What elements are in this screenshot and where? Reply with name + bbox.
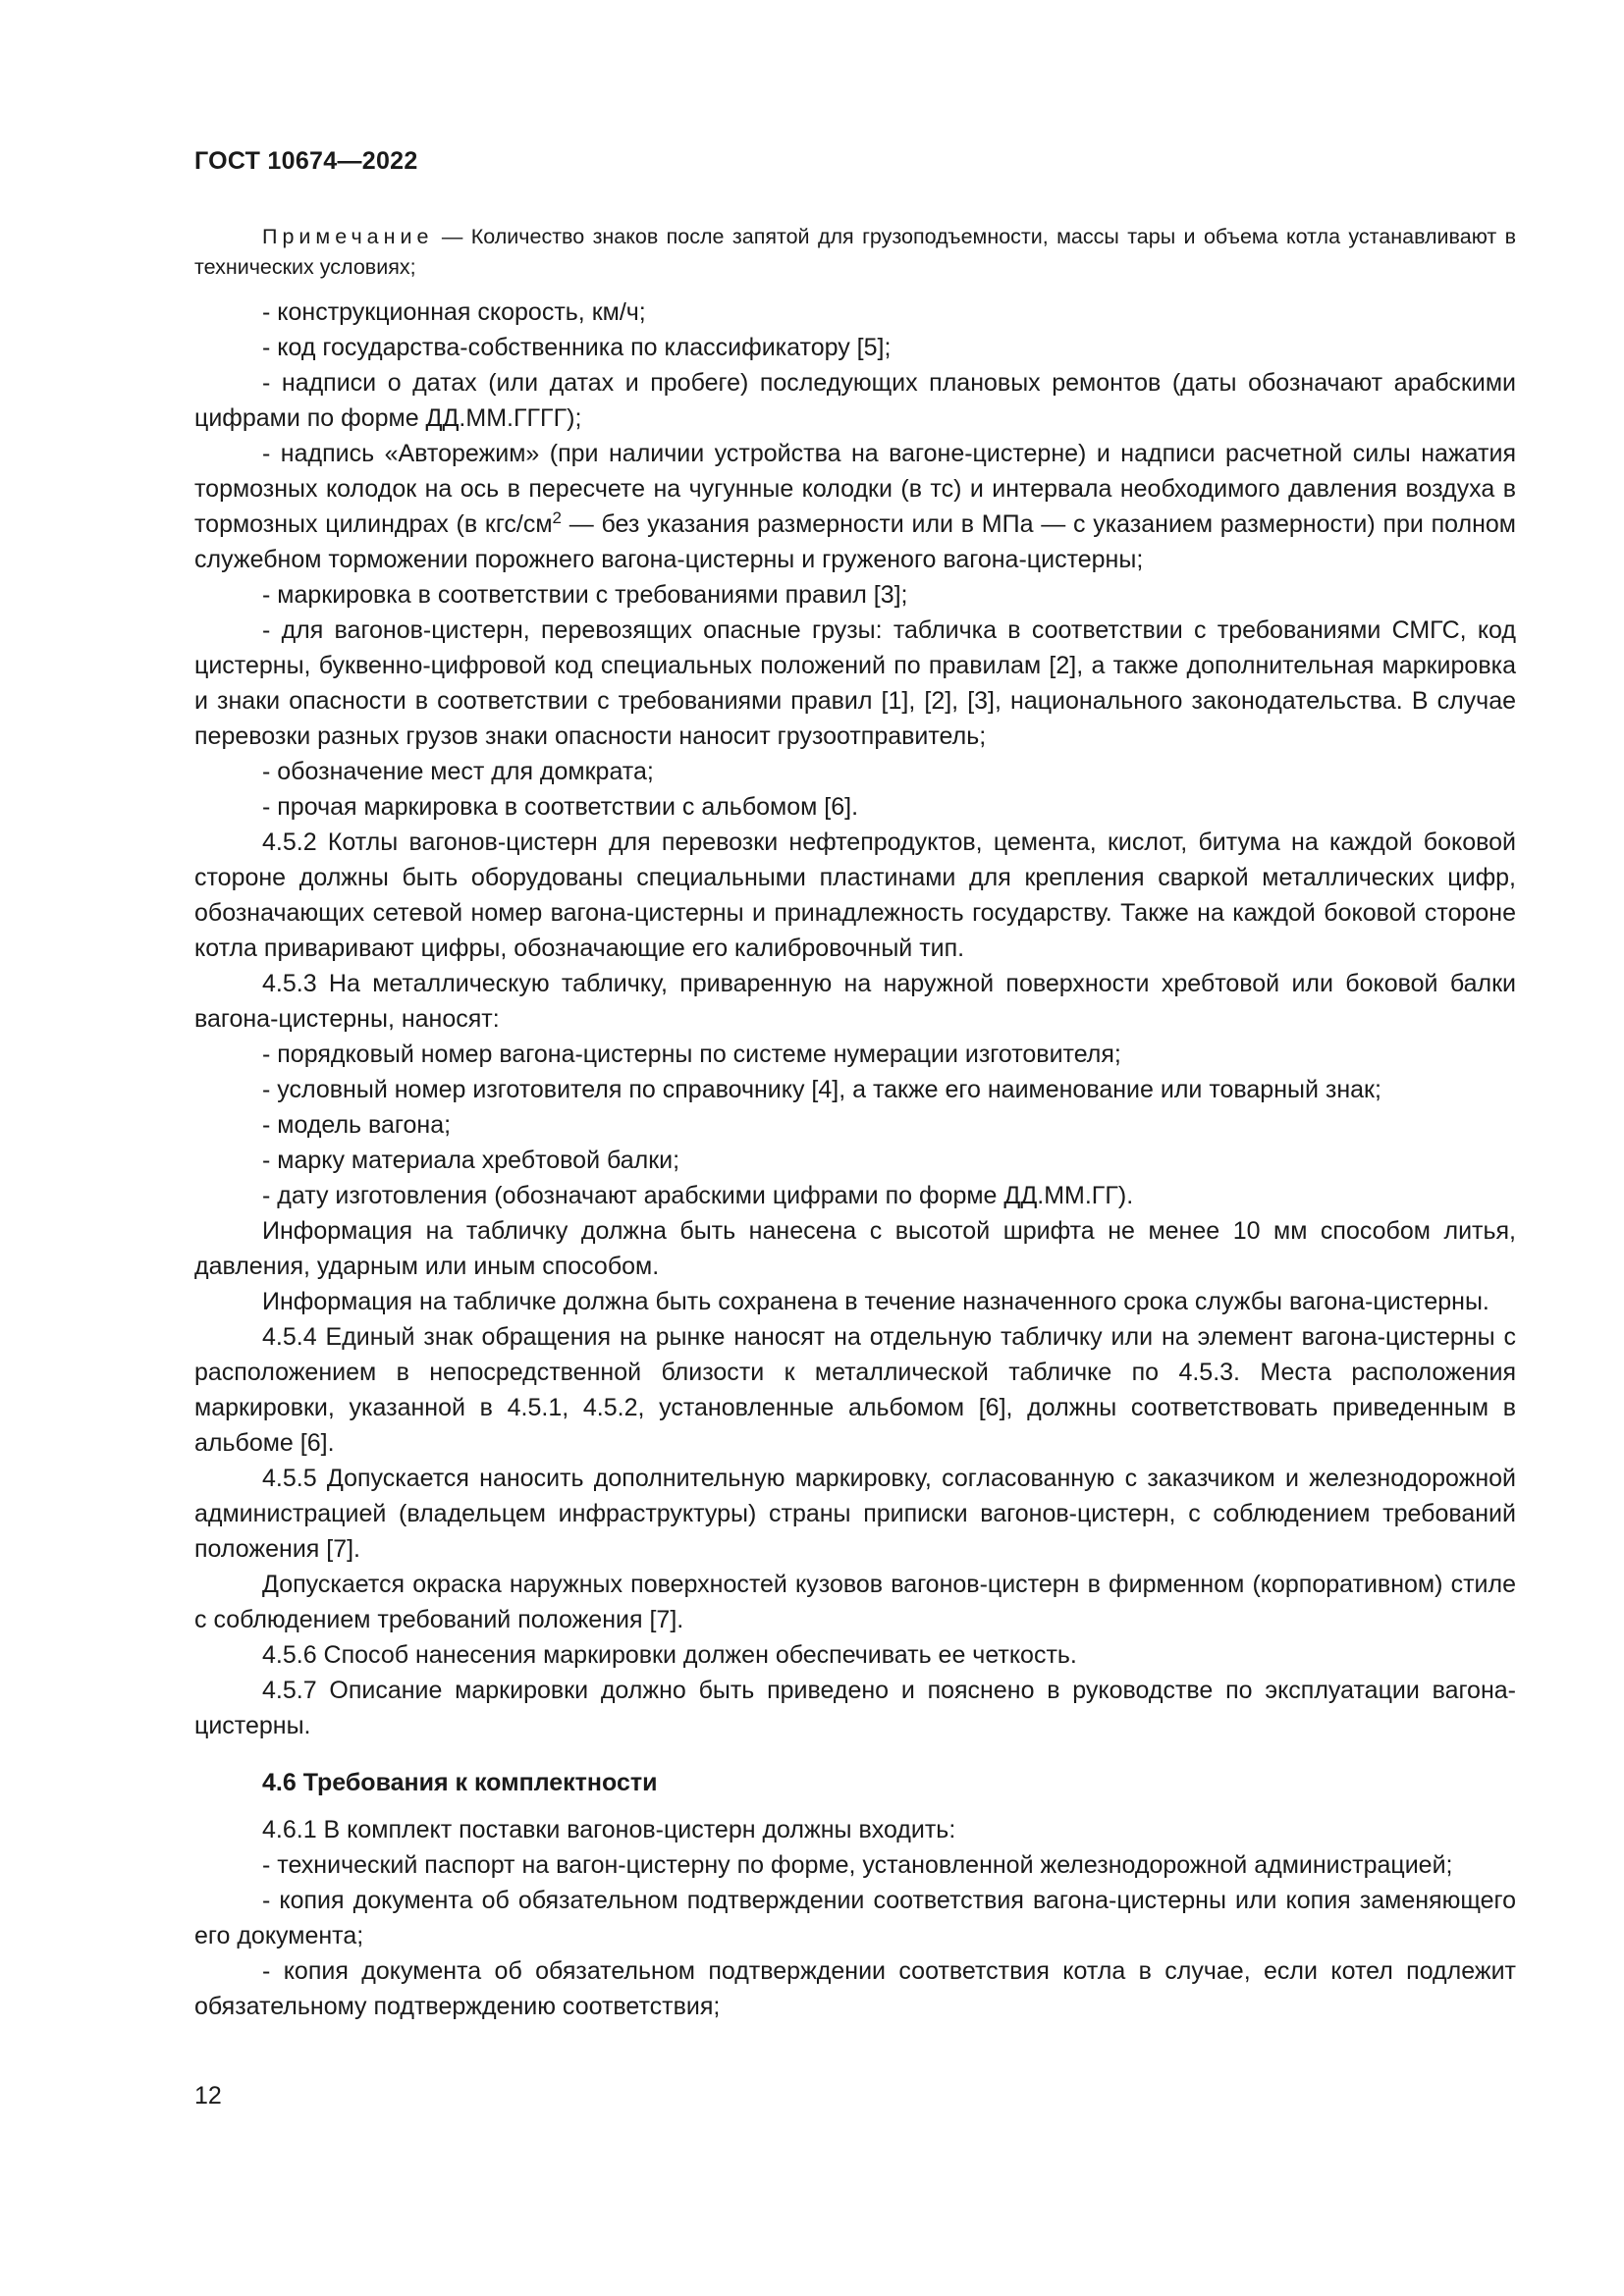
document-header: ГОСТ 10674—2022: [194, 147, 418, 175]
pressure-text-after: — без указания размерности или в МПа — с указанием размерности) при полном служебном торможении порожнего вагона-цистерны и груженого вагона-цистерны;: [194, 510, 1516, 573]
paragraph: - марку материала хребтовой балки;: [262, 1147, 680, 1174]
paragraph: Допускается окраска наружных поверхностей кузовов вагонов-цистерн в фирменном (корпоративном) стиле с соблюдением требований положения [7].: [194, 1571, 1516, 1633]
paragraph: Информация на табличку должна быть нанесена с высотой шрифта не менее 10 мм способом литья, давления, ударным или иным способом.: [194, 1217, 1516, 1280]
section-heading: 4.6 Требования к комплектности: [262, 1769, 658, 1796]
superscript: 2: [552, 508, 563, 527]
paragraph: 4.5.5 Допускается наносить дополнительную маркировку, согласованную с заказчиком и железнодорожной администрацией (владельцем инфраструктуры) страны приписки вагонов-цистерн, с соблюдением требований положения [7].: [194, 1465, 1516, 1563]
paragraph-pressure: [194, 436, 1516, 577]
paragraph: - надписи о датах (или датах и пробеге) последующих плановых ремонтов (даты обозначают арабскими цифрами по форме ДД.ММ.ГГГГ);: [194, 369, 1516, 432]
paragraph: - маркировка в соответствии с требованиями правил [3];: [262, 581, 908, 609]
paragraph: 4.5.3 На металлическую табличку, приваренную на наружной поверхности хребтовой или боковой балки вагона-цистерны, наносят:: [194, 970, 1516, 1033]
paragraph: 4.5.7 Описание маркировки должно быть приведено и пояснено в руководстве по эксплуатации вагона-цистерны.: [194, 1677, 1516, 1739]
page-number: 12: [194, 2082, 222, 2109]
paragraph: 4.6.1 В комплект поставки вагонов-цистерн должны входить:: [262, 1816, 956, 1843]
pressure-text-before: - надпись «Авторежим» (при наличии устройства на вагоне-цистерне) и надписи расчетной силы нажатия тормозных колодок на ось в пересчете на чугунные колодки (в тс) и интервала необходимого давления воздуха в тормозных цилиндрах (в кгс/см: [194, 440, 1516, 538]
paragraph: - код государства-собственника по классификатору [5];: [262, 334, 892, 361]
paragraph: - дату изготовления (обозначают арабскими цифрами по форме ДД.ММ.ГГ).: [262, 1182, 1134, 1209]
paragraph: - копия документа об обязательном подтверждении соответствия котла в случае, если котел подлежит обязательному подтверждению соответствия;: [194, 1957, 1516, 2020]
note-paragraph: [194, 222, 1516, 283]
document-body: [194, 222, 1516, 2024]
paragraph: 4.5.4 Единый знак обращения на рынке наносят на отдельную табличку или на элемент вагона-цистерны с расположением в непосредственной близости к металлической табличке по 4.5.3. Места расположения маркировки, указанной в 4.5.1, 4.5.2, установленные альбомом [6], должны соответствовать приведенным в альбоме [6].: [194, 1323, 1516, 1457]
paragraph: - конструкционная скорость, км/ч;: [262, 298, 646, 326]
paragraph: - прочая маркировка в соответствии с альбомом [6].: [262, 793, 859, 821]
paragraph: Информация на табличке должна быть сохранена в течение назначенного срока службы вагона-цистерны.: [262, 1288, 1489, 1315]
paragraph: - технический паспорт на вагон-цистерну по форме, установленной железнодорожной администрацией;: [262, 1851, 1453, 1879]
note-text: — Количество знаков после запятой для грузоподъемности, массы тары и объема котла устанавливают в технических условиях;: [194, 225, 1516, 279]
paragraph: - порядковый номер вагона-цистерны по системе нумерации изготовителя;: [262, 1041, 1121, 1068]
paragraph: - обозначение мест для домкрата;: [262, 758, 654, 785]
paragraph: - модель вагона;: [262, 1111, 452, 1139]
paragraph: - условный номер изготовителя по справочнику [4], а также его наименование или товарный знак;: [262, 1076, 1381, 1103]
note-label: Примечание: [262, 225, 434, 248]
paragraph: 4.5.6 Способ нанесения маркировки должен обеспечивать ее четкость.: [262, 1641, 1077, 1669]
paragraph: - для вагонов-цистерн, перевозящих опасные грузы: табличка в соответствии с требованиями СМГС, код цистерны, буквенно-цифровой код специальных положений по правилам [2], а также дополнительная маркировка и знаки опасности в соответствии с требованиями правил [1], [2], [3], национального законодательства. В случае перевозки разных грузов знаки опасности наносит грузоотправитель;: [194, 616, 1516, 750]
paragraph: 4.5.2 Котлы вагонов-цистерн для перевозки нефтепродуктов, цемента, кислот, битума на каждой боковой стороне должны быть оборудованы специальными пластинами для крепления сваркой металлических цифр, обозначающих сетевой номер вагона-цистерны и принадлежность государству. Также на каждой боковой стороне котла приваривают цифры, обозначающие его калибровочный тип.: [194, 828, 1516, 962]
paragraph: - копия документа об обязательном подтверждении соответствия вагона-цистерны или копия заменяющего его документа;: [194, 1887, 1516, 1949]
